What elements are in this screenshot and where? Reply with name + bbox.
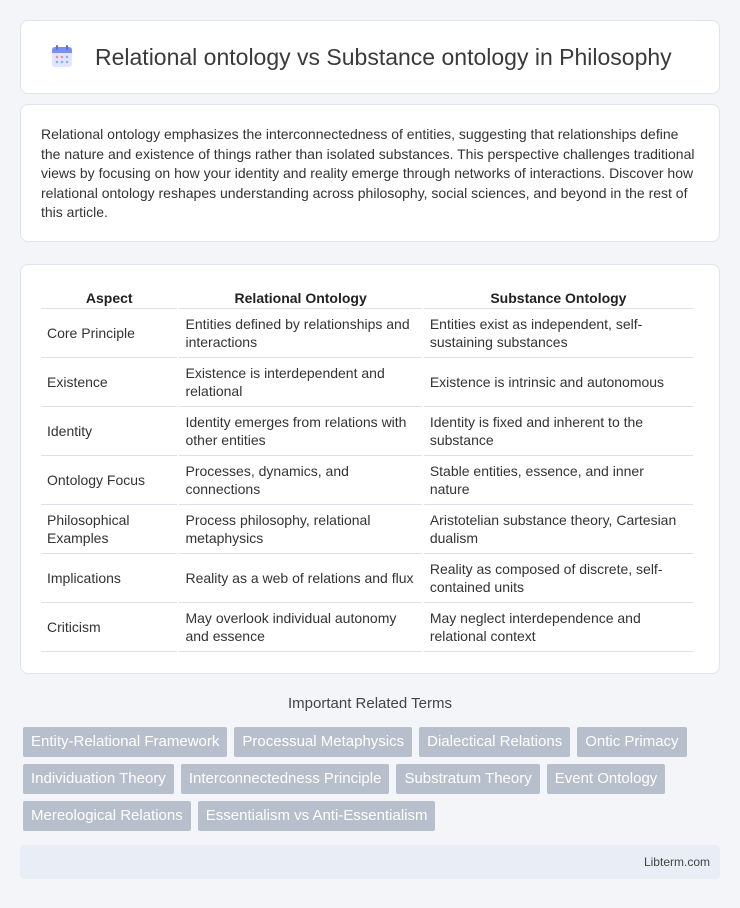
related-term-tag[interactable]: Entity-Relational Framework [23,727,227,757]
table-cell-substance: Entities exist as independent, self-sustaining substances [424,309,693,358]
table-cell-relational: Processes, dynamics, and connections [179,456,421,505]
table-cell-relational: Identity emerges from relations with other entities [179,407,421,456]
related-term-tag[interactable]: Mereological Relations [23,801,191,831]
related-term-tag[interactable]: Substratum Theory [396,764,539,794]
footer [20,845,720,879]
related-term-tag[interactable]: Ontic Primacy [577,727,686,757]
page-header [20,20,720,94]
table-cell-relational: Existence is interdependent and relational [179,358,421,407]
related-term-tag[interactable]: Processual Metaphysics [234,727,412,757]
table-cell-relational: May overlook individual autonomy and essence [179,603,421,652]
table-cell-aspect: Implications [41,554,177,603]
column-header: Substance Ontology [424,287,693,309]
table-cell-aspect: Criticism [41,603,177,652]
related-term-tag[interactable]: Individuation Theory [23,764,174,794]
related-terms-list [20,727,720,831]
table-cell-relational: Entities defined by relationships and interactions [179,309,421,358]
related-term-tag[interactable]: Essentialism vs Anti-Essentialism [198,801,436,831]
table-cell-aspect: Identity [41,407,177,456]
table-cell-aspect: Existence [41,358,177,407]
table-row [41,309,693,358]
related-term-tag[interactable]: Event Ontology [547,764,666,794]
column-header: Aspect [41,287,177,309]
table-cell-substance: May neglect interdependence and relational context [424,603,693,652]
table-cell-substance: Identity is fixed and inherent to the substance [424,407,693,456]
comparison-table [39,287,695,652]
table-row [41,456,693,505]
table-cell-aspect: Ontology Focus [41,456,177,505]
intro-text: Relational ontology emphasizes the interconnectedness of entities, suggesting that relationships define the nature and existence of things rather than isolated substances. This perspective challenges traditional views by focusing on how your identity and reality emerge through networks of interactions. Discover how relational ontology reshapes understanding across philosophy, social sciences, and beyond in the rest of this article. [41,126,695,220]
table-row [41,407,693,456]
table-row [41,358,693,407]
footer-site-link[interactable]: Libterm.com [643,855,710,869]
calendar-icon [49,44,75,70]
related-terms-title: Important Related Terms [288,695,452,712]
table-cell-substance: Stable entities, essence, and inner nature [424,456,693,505]
table-cell-substance: Aristotelian substance theory, Cartesian dualism [424,505,693,554]
table-row [41,505,693,554]
related-term-tag[interactable]: Interconnectedness Principle [181,764,390,794]
table-cell-relational: Process philosophy, relational metaphysics [179,505,421,554]
table-cell-aspect: Philosophical Examples [41,505,177,554]
table-row [41,603,693,652]
related-term-tag[interactable]: Dialectical Relations [419,727,570,757]
table-row [41,554,693,603]
table-cell-substance: Reality as composed of discrete, self-contained units [424,554,693,603]
column-header: Relational Ontology [179,287,421,309]
comparison-card [20,264,720,674]
page-title: Relational ontology vs Substance ontology in Philosophy [95,43,672,70]
table-header-row [41,287,693,309]
table-cell-substance: Existence is intrinsic and autonomous [424,358,693,407]
table-cell-aspect: Core Principle [41,309,177,358]
intro-card [20,104,720,242]
table-cell-relational: Reality as a web of relations and flux [179,554,421,603]
